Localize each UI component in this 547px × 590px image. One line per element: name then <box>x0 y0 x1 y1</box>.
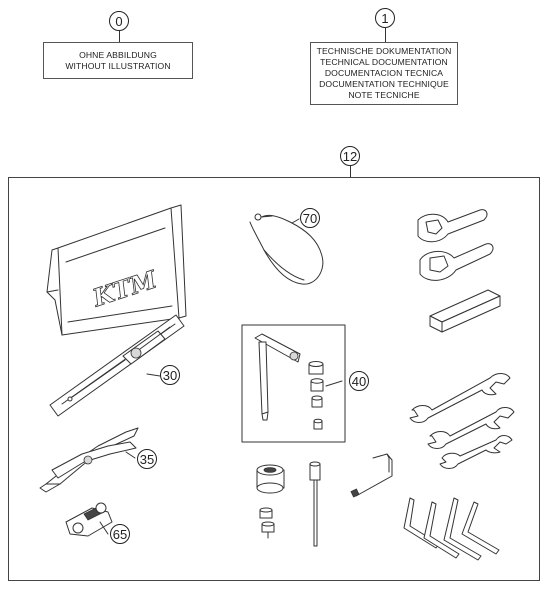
label-line: TECHNICAL DOCUMENTATION <box>320 57 448 67</box>
label-line: NOTE TECNICHE <box>348 90 420 100</box>
drift-bar-illustration <box>430 290 500 332</box>
callout-1: 1 <box>375 8 395 28</box>
callout-30: 30 <box>160 365 180 385</box>
ring-spanner-illustration <box>420 244 493 281</box>
label-line: DOCUMENTACION TECNICA <box>324 68 444 78</box>
extension-bar-illustration <box>310 462 320 546</box>
pliers-illustration <box>40 428 138 492</box>
leader-line-70 <box>292 219 299 223</box>
tool-pouch-illustration <box>47 205 186 335</box>
socket-set-frame <box>242 325 345 442</box>
leader-line-40 <box>326 381 342 386</box>
leader-line-30 <box>147 374 160 376</box>
small-tool-65-illustration <box>66 503 112 536</box>
callout-0: 0 <box>109 11 129 31</box>
allen-key-set-illustration <box>404 498 499 560</box>
label-line: OHNE ABBILDUNG <box>79 49 157 60</box>
callout-40: 40 <box>349 371 369 391</box>
label-line: WITHOUT ILLUSTRATION <box>65 60 171 71</box>
open-end-wrenches-illustration <box>410 374 514 469</box>
callout-65: 65 <box>110 524 130 544</box>
leader-line-35 <box>126 452 135 458</box>
callout-12: 12 <box>340 146 360 166</box>
socket-illustration <box>309 362 323 430</box>
label-line: TECHNISCHE DOKUMENTATION <box>316 46 452 56</box>
callout-35: 35 <box>137 449 157 469</box>
label-line: DOCUMENTATION TECHNIQUE <box>319 79 449 89</box>
hex-key-illustration <box>351 454 392 497</box>
nut-socket-illustration <box>257 465 284 493</box>
t-handle-wrench-illustration <box>255 334 300 420</box>
pouch-logo: KTM <box>89 264 161 313</box>
pin-spanner-illustration <box>418 210 487 242</box>
small-bolts-illustration <box>260 508 274 538</box>
callout-70: 70 <box>300 208 320 228</box>
